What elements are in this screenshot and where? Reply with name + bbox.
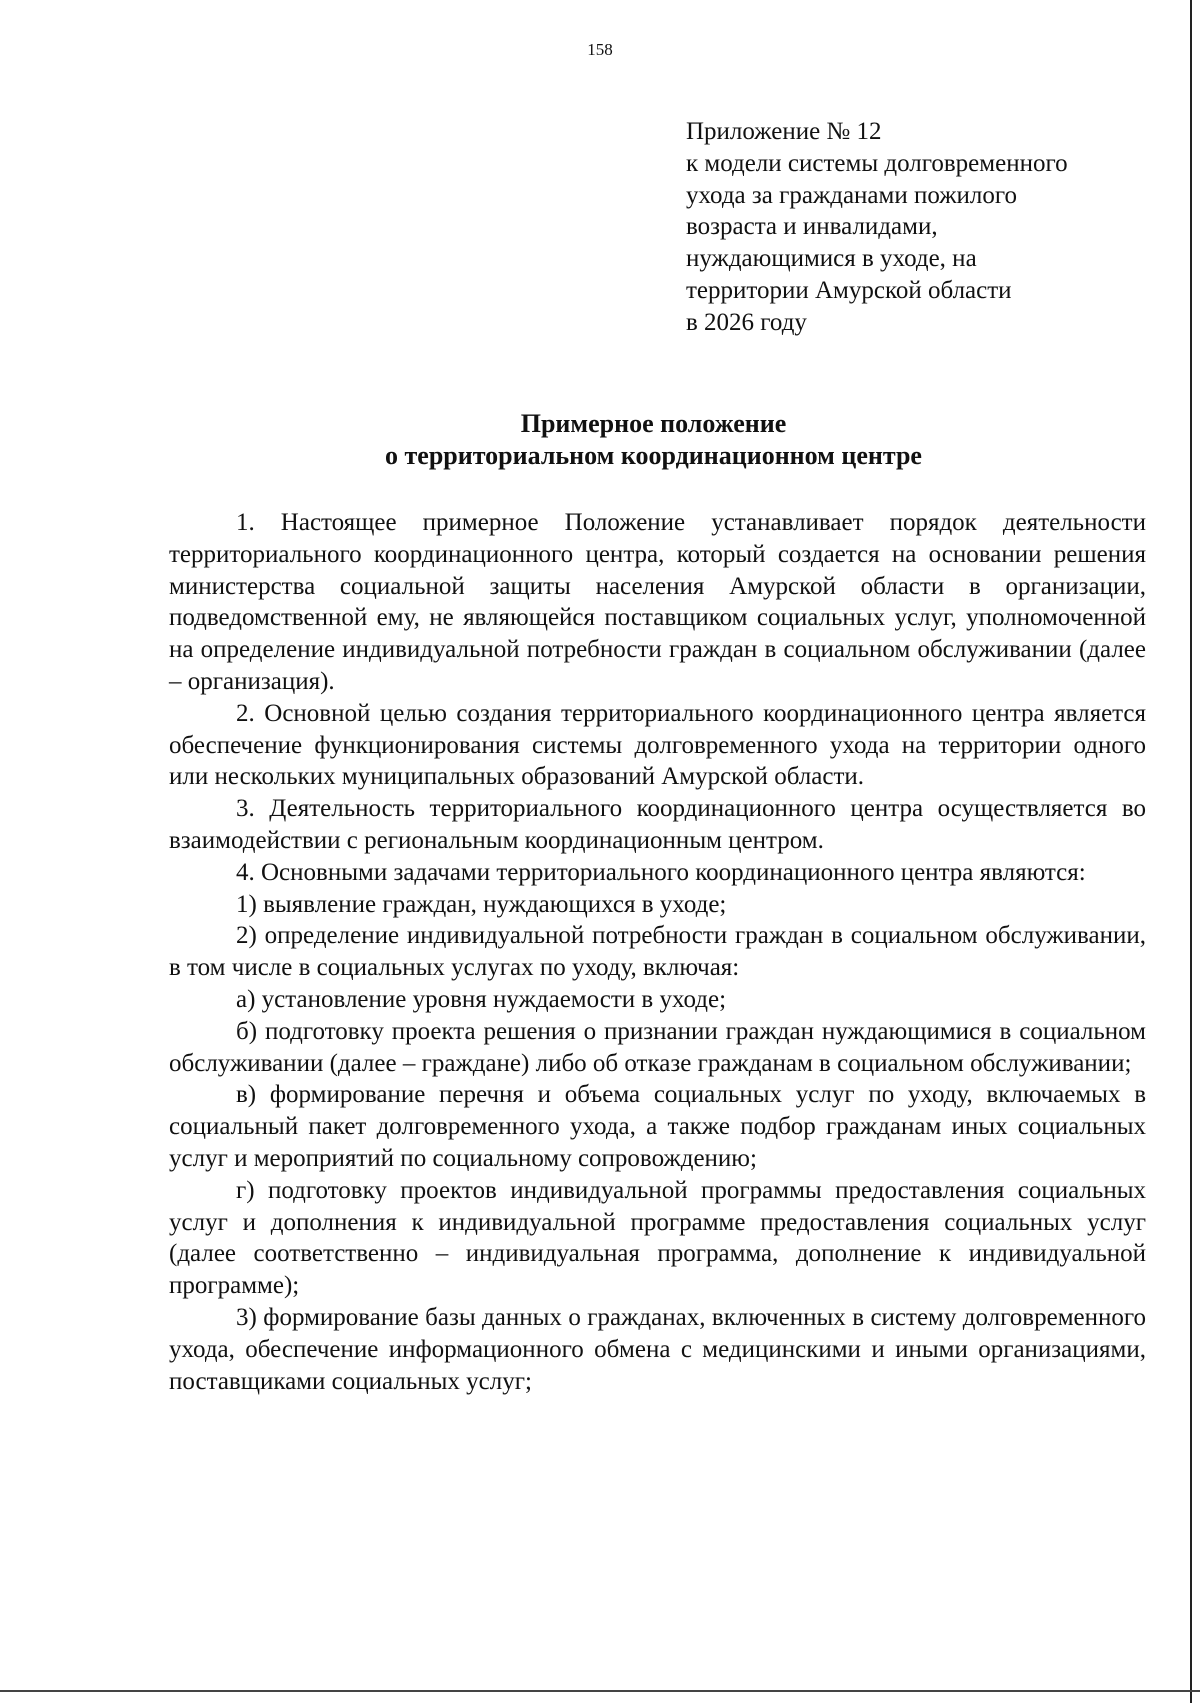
scan-edge-bottom: [0, 1690, 1200, 1692]
paragraph-4: 4. Основными задачами территориального координационного центра являются:: [236, 858, 1086, 886]
list-item-1: 1) выявление граждан, нуждающихся в уходе;: [236, 890, 727, 918]
appendix-header: [686, 116, 1166, 339]
appendix-line: в 2026 году: [686, 308, 807, 336]
title-line-1: Примерное положение: [520, 409, 787, 438]
list-item-2: 2) определение индивидуальной потребности граждан в социальном обслуживании, в том числе в социальных услугах по уходу, включая:: [169, 922, 1146, 982]
appendix-line: возраста и инвалидами,: [686, 213, 938, 241]
paragraph-2: 2. Основной целью создания территориального координационного центра является обеспечение функционирования системы долговременного ухода на территории одного или нескольких муниципальных образований Амурской области.: [169, 699, 1146, 791]
title-line-2: о территориальном координационном центре: [385, 441, 922, 470]
sub-item-b: б) подготовку проекта решения о признании граждан нуждающимися в социальном обслуживании (далее – граждане) либо об отказе гражданам в социальном обслуживании;: [169, 1017, 1146, 1077]
paragraph-3: 3. Деятельность территориального координационного центра осуществляется во взаимодействии с региональным координационным центром.: [169, 795, 1146, 854]
document-title: [160, 408, 1147, 472]
paragraph-1: 1. Настоящее примерное Положение устанавливает порядок деятельности территориального координационного центра, который создается на основании решения министерства социальной защиты населения Амурской области в организации, подведомственной ему, не являющейся поставщиком социальных услуг, уполномоченной на определение индивидуальной потребности граждан в социальном обслуживании (далее – организация).: [169, 509, 1146, 695]
list-item-3: 3) формирование базы данных о гражданах, включенных в систему долговременного ухода, обеспечение информационного обмена с медицинскими и иными организациями, поставщиками социальных услуг;: [169, 1303, 1146, 1395]
document-body: [169, 507, 1146, 1397]
sub-item-v: в) формирование перечня и объема социальных услуг по уходу, включаемых в социальный пакет долговременного ухода, а также подбор гражданам иных социальных услуг и мероприятий по социальному сопровождению;: [169, 1081, 1146, 1172]
appendix-line: нуждающимися в уходе, на: [686, 245, 977, 273]
sub-item-g: г) подготовку проектов индивидуальной программы предоставления социальных услуг и дополнения к индивидуальной программе предоставления социальных услуг (далее соответственно – индивидуальная программа, дополнение к индивидуальной программе);: [169, 1176, 1146, 1300]
sub-item-a: а) установление уровня нуждаемости в уходе;: [236, 985, 727, 1013]
appendix-line: территории Амурской области: [686, 276, 1012, 304]
scan-edge-right: [1190, 0, 1192, 1703]
appendix-line: Приложение № 12: [686, 118, 882, 145]
page-number: 158: [587, 40, 613, 59]
appendix-line: к модели системы долговременного: [686, 149, 1068, 177]
appendix-line: ухода за гражданами пожилого: [686, 181, 1017, 209]
